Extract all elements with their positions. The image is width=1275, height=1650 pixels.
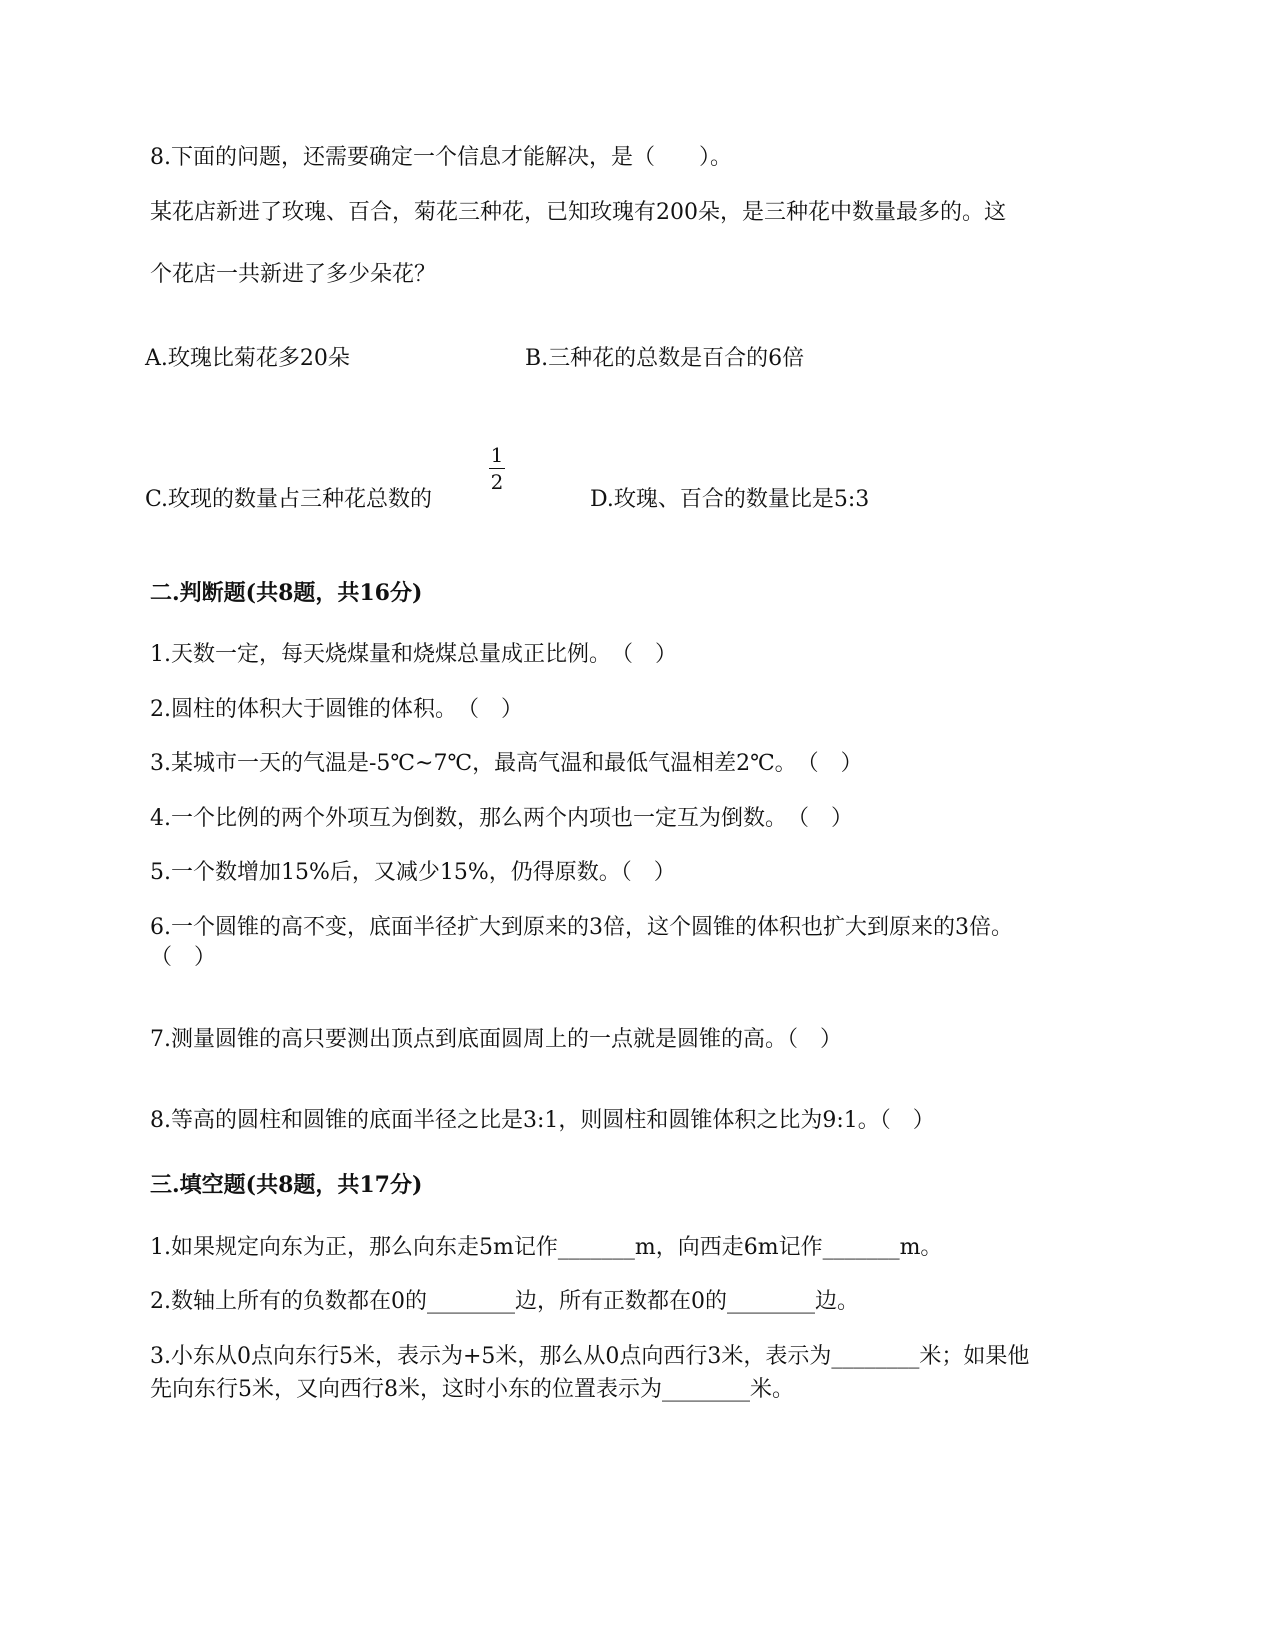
judgment-item-6-blank: （ ） [150, 945, 217, 970]
question-passage-line-1: 某花店新进了玫瑰、百合，菊花三种花，已知玫瑰有200朵，是三种花中数量最多的。这 [150, 200, 1006, 225]
judgment-item-7: 7.测量圆锥的高只要测出顶点到底面圆周上的一点就是圆锥的高。（ ） [150, 1027, 842, 1052]
judgment-item-5: 5.一个数增加15%后，又减少15%，仍得原数。（ ） [150, 860, 676, 885]
judgment-item-2: 2.圆柱的体积大于圆锥的体积。 （ ） [150, 697, 523, 722]
section-title: 三.填空题(共8题，共17分) [150, 1172, 423, 1198]
fill-item-3-line-1: 3.小东从0点向东行5米，表示为+5米，那么从0点向西行3米，表示为________米；如果他 [150, 1344, 1030, 1369]
section-title: 二.判断题(共8题，共16分) [150, 580, 423, 606]
fill-item-3-line-2: 先向东行5米，又向西行8米，这时小东的位置表示为________米。 [150, 1377, 794, 1402]
judgment-item-4: 4.一个比例的两个外项互为倒数，那么两个内项也一定互为倒数。 （ ） [150, 806, 853, 831]
option-b: B.三种花的总数是百合的6倍 [525, 346, 805, 371]
fraction-bar [489, 468, 505, 469]
fill-item-1: 1.如果规定向东为正，那么向东走5m记作_______m，向西走6m记作_______m。 [150, 1235, 943, 1260]
fraction-denominator: 2 [490, 470, 504, 494]
option-d: D.玫瑰、百合的数量比是5:3 [590, 487, 870, 512]
fill-item-2: 2.数轴上所有的负数都在0的________边，所有正数都在0的________边。 [150, 1289, 859, 1314]
judgment-item-6: 6.一个圆锥的高不变，底面半径扩大到原来的3倍，这个圆锥的体积也扩大到原来的3倍。 [150, 915, 1013, 940]
option-c-fraction [487, 445, 507, 492]
question-passage-line-2: 个花店一共新进了多少朵花？ [150, 262, 437, 287]
judgment-item-8: 8.等高的圆柱和圆锥的底面半径之比是3:1，则圆柱和圆锥体积之比为9:1。（ ） [150, 1108, 935, 1133]
option-c: C.玫现的数量占三种花总数的 [145, 487, 433, 512]
judgment-item-1: 1.天数一定，每天烧煤量和烧煤总量成正比例。 （ ） [150, 642, 677, 667]
option-a: A.玫瑰比菊花多20朵 [145, 346, 350, 371]
fraction-numerator: 1 [490, 443, 504, 467]
question-stem: 8.下面的问题，还需要确定一个信息才能解决，是（ ）。 [150, 145, 732, 170]
judgment-item-3: 3.某城市一天的气温是-5℃~7℃，最高气温和最低气温相差2℃。 （ ） [150, 751, 863, 776]
